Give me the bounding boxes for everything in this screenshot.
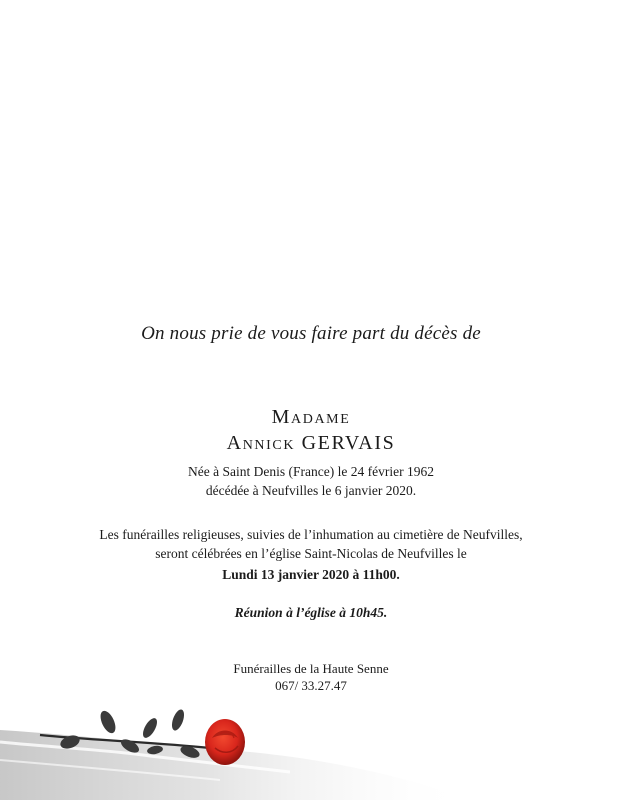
deceased-full-name [0, 430, 622, 456]
undertaker-name: Funérailles de la Haute Senne [233, 661, 389, 676]
deceased-last-name: GERVAIS [301, 432, 396, 454]
life-dates [0, 462, 622, 500]
funeral-date: Lundi 13 janvier 2020 à 11h00. [222, 567, 400, 582]
funeral-line-1: Les funérailles religieuses, suivies de l’inhumation au cimetière de Neufvilles, [99, 527, 523, 542]
funeral-line-2: seront célébrées en l’église Saint-Nicolas de Neufvilles le [155, 546, 467, 561]
funeral-info [0, 525, 622, 563]
intro-text: On nous prie de vous faire part du décès de [141, 323, 481, 344]
birth-line: Née à Saint Denis (France) le 24 février 1962 [188, 464, 434, 479]
deceased-title: Madame [271, 406, 351, 428]
deceased-first-name: Annick [226, 432, 296, 454]
rose-icon [0, 690, 622, 800]
undertaker-phone: 067/ 33.27.47 [275, 678, 347, 693]
deceased-name [0, 404, 622, 456]
death-line: décédée à Neufvilles le 6 janvier 2020. [205, 483, 417, 498]
undertaker-contact [0, 660, 622, 694]
meeting-time: Réunion à l’église à 10h45. [234, 605, 388, 620]
